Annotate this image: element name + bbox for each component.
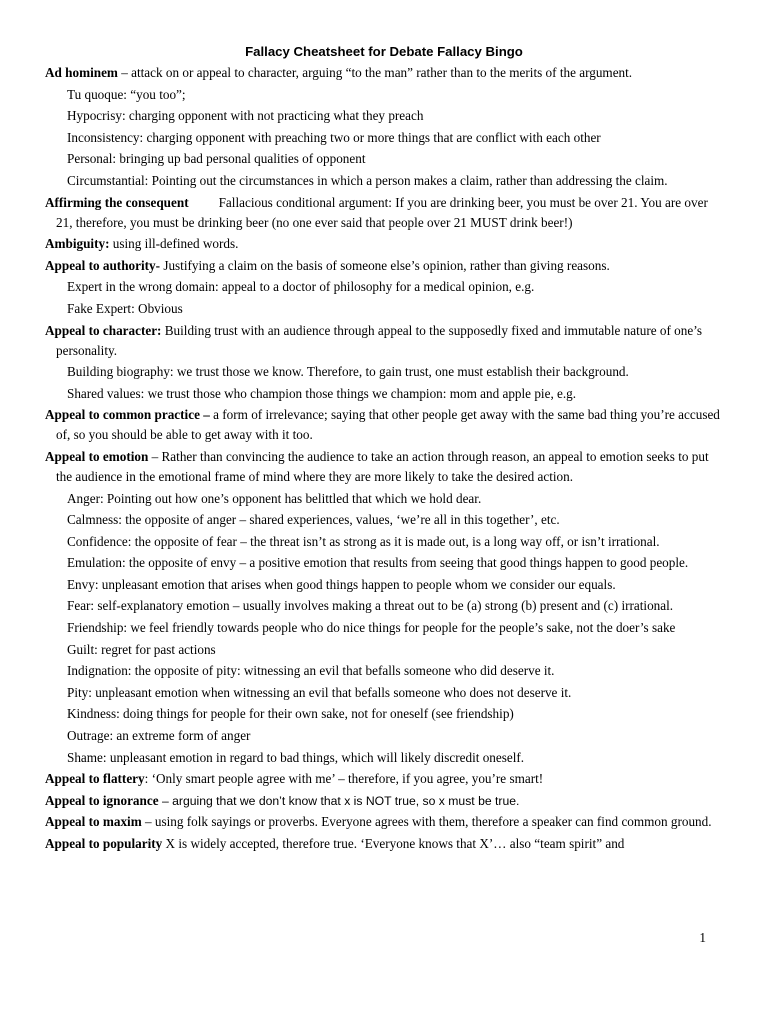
- sub-entry: [67, 362, 725, 382]
- sub-entry-text: Anger: Pointing out how one’s opponent has belittled that which we hold dear.: [67, 490, 482, 506]
- sub-entry: [67, 149, 725, 169]
- fallacy-definition: Fallacious conditional argument: If you are drinking beer, you must be over 21. You are over 21, therefore, you must be drinking beer (no one ever said that people over 21 MUST drink beer!): [56, 194, 708, 230]
- fallacy-entry: [45, 447, 725, 487]
- sub-entry-text: Guilt: regret for past actions: [67, 641, 216, 657]
- fallacy-entry: [45, 321, 725, 361]
- fallacy-definition: X is widely accepted, therefore true. ‘Everyone knows that X’… also “team spirit” and: [162, 836, 625, 851]
- fallacy-entry: [45, 256, 725, 276]
- sub-entry: [67, 683, 725, 703]
- sub-entry-text: Friendship: we feel friendly towards people who do nice things for people for the people’s sake, not the doer’s sake: [67, 620, 676, 636]
- sub-entry: [67, 596, 725, 616]
- sub-entry-text: Indignation: the opposite of pity: witnessing an evil that befalls someone who did deserve it.: [67, 663, 555, 679]
- fallacy-entry: [45, 834, 725, 854]
- page-title: Fallacy Cheatsheet for Debate Fallacy Bingo: [245, 44, 523, 59]
- fallacy-term: Appeal to popularity: [45, 836, 163, 851]
- sub-entry: [67, 277, 725, 297]
- sub-entry: [67, 128, 725, 148]
- fallacy-term: Ad hominem: [45, 65, 118, 80]
- fallacy-entry: [45, 791, 725, 811]
- sub-entry: [67, 704, 725, 724]
- sub-entry-text: Expert in the wrong domain: appeal to a doctor of philosophy for a medical opinion, e.g.: [67, 279, 535, 295]
- fallacy-term: Appeal to common practice –: [45, 407, 210, 423]
- fallacy-term: Appeal to flattery: [45, 771, 145, 787]
- sub-entry: [67, 575, 725, 595]
- sub-entry: [67, 726, 725, 746]
- sub-entry: [67, 748, 725, 768]
- sub-entry-text: Building biography: we trust those we know. Therefore, to gain trust, one must establish their background.: [67, 364, 629, 380]
- fallacy-term: Appeal to maxim: [45, 814, 142, 830]
- sub-entry-text: Outrage: an extreme form of anger: [67, 728, 251, 744]
- fallacy-entry: [45, 234, 725, 254]
- fallacy-term: Appeal to emotion: [45, 448, 149, 464]
- fallacy-list: [45, 63, 725, 856]
- fallacy-definition: – using folk sayings or proverbs. Everyone agrees with them, therefore a speaker can find common ground.: [141, 814, 712, 830]
- fallacy-definition: – arguing that we don’t know that x is NOT true, so x must be true.: [158, 793, 520, 808]
- sub-entry-text: Shared values: we trust those who champion those things we champion: mom and apple pie, e.g.: [67, 385, 577, 401]
- sub-entry-text: Circumstantial: Pointing out the circumstances in which a person makes a claim, rather than addressing the claim.: [67, 172, 668, 188]
- sub-entry-text: Fake Expert: Obvious: [67, 300, 183, 316]
- sub-entry: [67, 553, 725, 573]
- fallacy-term: Appeal to ignorance: [45, 792, 159, 808]
- fallacy-definition: – Rather than convincing the audience to take an action through reason, an appeal to emotion seeks to put the audience in the emotional frame of mind where they are more likely to take the desired action.: [56, 448, 709, 484]
- sub-entry: [67, 532, 725, 552]
- fallacy-entry: [45, 63, 725, 83]
- sub-entry-text: Shame: unpleasant emotion in regard to bad things, which will likely discredit oneself.: [67, 749, 525, 765]
- sub-entry-text: Hypocrisy: charging opponent with not practicing what they preach: [67, 108, 424, 124]
- sub-entry: [67, 299, 725, 319]
- sub-entry-text: Kindness: doing things for people for their own sake, not for oneself (see friendship): [67, 706, 514, 722]
- page-number: 1: [699, 930, 706, 945]
- fallacy-definition: – attack on or appeal to character, arguing “to the man” rather than to the merits of the argument.: [117, 65, 633, 80]
- sub-entry: [67, 661, 725, 681]
- sub-entry: [67, 85, 725, 105]
- fallacy-entry: [45, 193, 725, 233]
- sub-entry: [67, 384, 725, 404]
- sub-entry-text: Confidence: the opposite of fear – the threat isn’t as strong as it is made out, is a long way off, or isn’t irrational.: [67, 533, 660, 549]
- fallacy-term: Appeal to character:: [45, 322, 162, 338]
- sub-entry: [67, 106, 725, 126]
- fallacy-term: Appeal to authority-: [45, 257, 161, 273]
- sub-entry-text: Calmness: the opposite of anger – shared experiences, values, ‘we’re all in this together’, etc.: [67, 512, 560, 528]
- sub-entry: [67, 640, 725, 660]
- fallacy-entry: [45, 769, 725, 789]
- fallacy-term: Ambiguity:: [45, 236, 110, 252]
- fallacy-definition: a form of irrelevance; saying that other people get away with the same bad thing you’re accused of, so you should be able to get away with it too.: [56, 407, 720, 443]
- sub-entry: [67, 171, 725, 191]
- sub-entry: [67, 489, 725, 509]
- fallacy-entry: [45, 405, 725, 445]
- sub-entry: [67, 618, 725, 638]
- fallacy-definition: using ill-defined words.: [109, 236, 239, 252]
- fallacy-definition: Justifying a claim on the basis of someone else’s opinion, rather than giving reasons.: [160, 257, 610, 273]
- sub-entry: [67, 510, 725, 530]
- fallacy-entry: [45, 812, 725, 832]
- sub-entry-text: Personal: bringing up bad personal qualities of opponent: [67, 151, 366, 167]
- fallacy-definition: : ‘Only smart people agree with me’ – therefore, if you agree, you’re smart!: [144, 771, 544, 787]
- sub-entry-text: Inconsistency: charging opponent with preaching two or more things that are conflict with each other: [67, 129, 601, 145]
- sub-entry-text: Tu quoque: “you too”;: [67, 86, 186, 102]
- fallacy-definition: Building trust with an audience through appeal to the supposedly fixed and immutable nature of one’s personality.: [56, 322, 703, 358]
- sub-entry-text: Envy: unpleasant emotion that arises when good things happen to people whom we consider our equals.: [67, 576, 616, 592]
- sub-entry-text: Emulation: the opposite of envy – a positive emotion that results from seeing that good things happen to good people.: [67, 555, 689, 571]
- sub-entry-text: Fear: self-explanatory emotion – usually involves making a threat out to be (a) strong (b) present and (c) irrational.: [67, 598, 674, 614]
- sub-entry-text: Pity: unpleasant emotion when witnessing an evil that befalls someone who does not deserve it.: [67, 684, 572, 700]
- fallacy-term: Affirming the consequent: [45, 194, 189, 210]
